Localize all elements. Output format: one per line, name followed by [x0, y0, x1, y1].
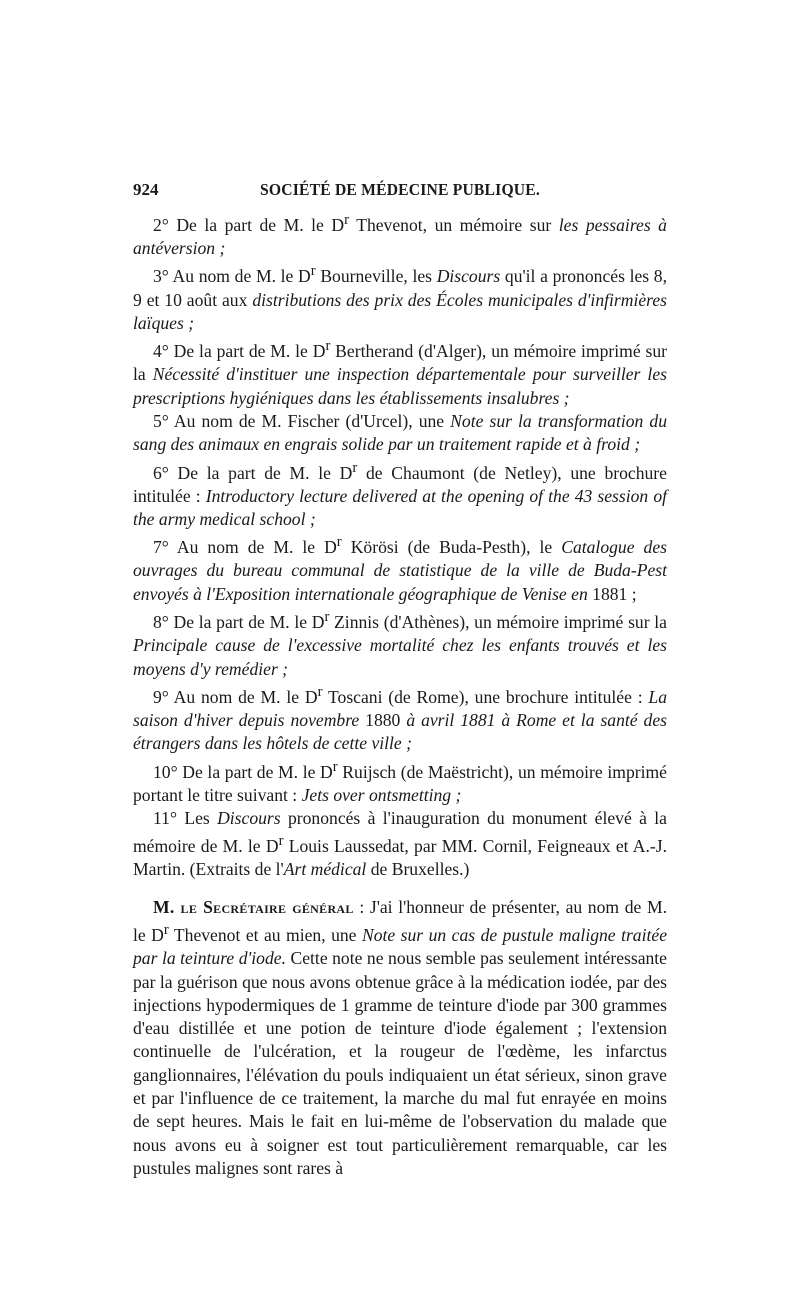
- list-item: 4° De la part de M. le $D^r$ Bertherand (d'Alger), un mémoire imprimé sur la Nécessité d'instituer une inspection départementale pour surveiller les prescriptions hygiéniques dans les établissements insalubres ;: [133, 338, 667, 408]
- page-header: [133, 180, 667, 208]
- list-item: 8° De la part de M. le $D^r$ Zinnis (d'Athènes), un mémoire imprimé sur la Principale cause de l'excessive mortalité chez les enfants trouvés et les moyens d'y remédier ;: [133, 609, 667, 679]
- list-item: 6° De la part de M. le $D^r$ de Chaumont (de Netley), une brochure intitulée : Introductory lecture delivered at the opening of the 43 session of the army medical school ;: [133, 459, 667, 529]
- page-number: 924: [133, 180, 159, 199]
- speaker-name: M. le Secrétaire général: [153, 896, 354, 917]
- list-item: 11° Les Discours prononcés à l'inauguration du monument élevé à la mémoire de M. le $D^r$ Louis Laussedat, par MM. Cornil, Feigneaux et A.-J. Martin. (Extraits de l'Art médical de Bruxelles.): [133, 808, 667, 880]
- list-item: 3° Au nom de M. le $D^r$ Bourneville, les Discours qu'il a prononcés les 8, 9 et 10 août aux distributions des prix des Écoles municipales d'infirmières laïques ;: [133, 263, 668, 333]
- list-item: 10° De la part de M. le $D^r$ Ruijsch (de Maëstricht), un mémoire imprimé portant le titre suivant : Jets over ontsmetting ;: [133, 758, 667, 805]
- list-item: 7° Au nom de M. le $D^r$ Körösi (de Buda-Pesth), le Catalogue des ouvrages du bureau communal de statistique de la ville de Buda-Pest envoyés à l'Exposition internationale géographique de Venise en 1881 ;: [133, 534, 667, 604]
- secretary-paragraph: M. le Secrétaire général : J'ai l'honneur de présenter, au nom de M. le $D^r$ Thevenot et au mien, une Note sur un cas de pustule maligne traitée par la teinture d'iode. Cette note ne nous semble pas seulement intéressante par la guérison que nous avons obtenue grâce à la médication iodée, par des injections hypodermiques de 1 gramme de teinture d'iode par 300 grammes d'eau distillée et une potion de teinture d'iode également ; l'extension continuelle de l'ulcération, et la rougeur de l'œdème, les infarctus ganglionnaires, l'élévation du pouls indiquaient un état sérieux, sinon grave et par l'influence de ce traitement, la marche du mal fut enrayée en moins de sept heures. Mais le fait en lui-même de l'observation du malade que nous avons eu à soigner est tout particulièrement remarquable, car les pustules malignes sont rares à: [133, 896, 667, 1178]
- body-text: [133, 209, 667, 1180]
- list-item: 2° De la part de M. le $D^r$ Thevenot, un mémoire sur les pessaires à antéversion ;: [133, 212, 667, 259]
- running-title: SOCIÉTÉ DE MÉDECINE PUBLIQUE.: [260, 180, 540, 199]
- list-item: 5° Au nom de M. Fischer (d'Urcel), une Note sur la transformation du sang des animaux en engrais solide par un traitement rapide et à froid ;: [133, 410, 668, 455]
- list-item: 9° Au nom de M. le $D^r$ Toscani (de Rome), une brochure intitulée : La saison d'hiver depuis novembre 1880 à avril 1881 à Rome et la santé des étrangers dans les hôtels de cette ville ;: [133, 683, 667, 754]
